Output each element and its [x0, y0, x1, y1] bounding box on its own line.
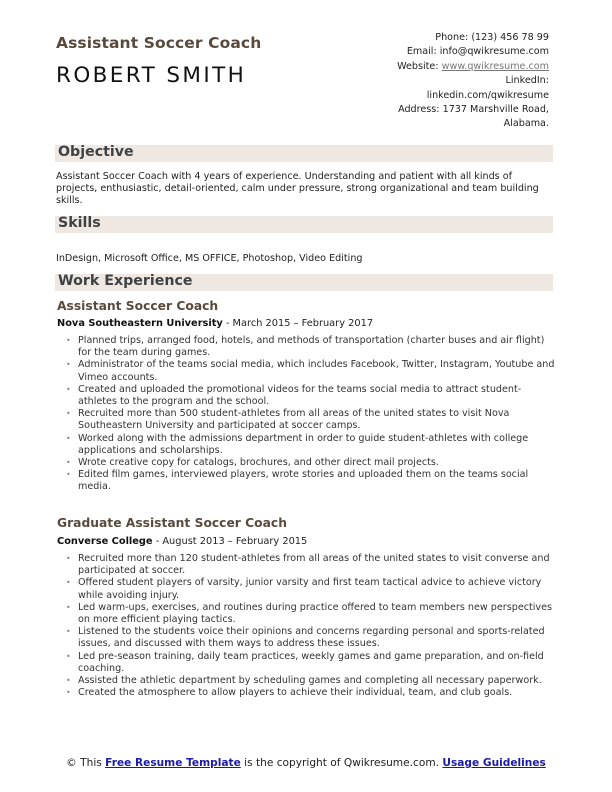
job-dates: - August 2013 – February 2015	[152, 536, 308, 547]
list-item: • Led pre-season training, daily team practices, weekly games and game preparation, and on-field coaching.	[66, 651, 556, 675]
job-bullets	[66, 553, 556, 699]
job-employer-line	[57, 318, 373, 329]
list-item: • Created and uploaded the promotional videos for the teams social media to attract student-athletes to the program and the school.	[66, 384, 556, 408]
section-work-header	[55, 274, 553, 291]
job-title: Assistant Soccer Coach	[57, 299, 219, 313]
contact-email: Email: info@qwikresume.com	[406, 46, 549, 58]
job-employer-line	[57, 536, 307, 547]
contact-address-line2: Alabama.	[503, 118, 549, 130]
job-bullets	[66, 335, 556, 494]
list-item: • Led warm-ups, exercises, and routines during practice offered to team members new perspectives on more efficient playing tactics.	[66, 602, 556, 626]
list-item: • Offered student players of varsity, junior varsity and first team tactical advice to achieve victory while avoiding injury.	[66, 577, 556, 601]
contact-address: Address: 1737 Marshville Road,	[398, 104, 549, 116]
list-item: • Edited film games, interviewed players, wrote stories and uploaded them on the teams social media.	[66, 469, 556, 493]
list-item: • Planned trips, arranged food, hotels, and methods of transportation (charter buses and air flight) for the team during games.	[66, 335, 556, 359]
list-item: • Worked along with the admissions department in order to guide student-athletes with college applications and scholarships.	[66, 433, 556, 457]
candidate-name: ROBERT SMITH	[56, 63, 247, 88]
job-title: Graduate Assistant Soccer Coach	[57, 516, 287, 530]
skills-text: InDesign, Microsoft Office, MS OFFICE, Photoshop, Video Editing	[56, 253, 363, 264]
contact-linkedin-label: LinkedIn:	[505, 75, 549, 87]
list-item: • Wrote creative copy for catalogs, brochures, and other direct mail projects.	[66, 457, 556, 469]
section-objective-header	[55, 145, 553, 162]
copyright-footer: © This Free Resume Template is the copyright of Qwikresume.com. Usage Guidelines	[66, 757, 546, 769]
list-item: • Created the atmosphere to allow players to achieve their individual, team, and club goals.	[66, 687, 556, 699]
objective-text: Assistant Soccer Coach with 4 years of experience. Understanding and patient with all kinds of projects, enthusiastic, detail-oriented, calm under pressure, strong organizational and team building skills.	[56, 171, 539, 206]
contact-website: Website: www.qwikresume.com	[397, 60, 549, 72]
list-item: • Recruited more than 500 student-athletes from all areas of the united states to visit Nova Southeastern University and participated at soccer camps.	[66, 408, 556, 432]
employer-name: Nova Southeastern University	[57, 318, 223, 329]
section-skills-header	[55, 216, 553, 233]
section-title: Skills	[58, 215, 101, 231]
employer-name: Converse College	[57, 536, 153, 547]
list-item: • Listened to the students voice their opinions and concerns regarding personal and sports-related issues, and discussed with them ways to address these issues.	[66, 626, 556, 650]
list-item: • Assisted the athletic department by scheduling games and completing all necessary paperwork.	[66, 675, 556, 687]
job-dates: - March 2015 – February 2017	[222, 318, 374, 329]
header-job-title: Assistant Soccer Coach	[56, 34, 262, 52]
contact-block	[349, 31, 549, 132]
list-item: • Administrator of the teams social media, which includes Facebook, Twitter, Instagram, Youtube and Vimeo accounts.	[66, 359, 556, 383]
section-title: Work Experience	[58, 273, 193, 289]
contact-linkedin: linkedin.com/qwikresume	[426, 89, 549, 101]
free-resume-template-link[interactable]: Free Resume Template	[105, 757, 241, 769]
usage-guidelines-link[interactable]: Usage Guidelines	[442, 757, 546, 769]
section-title: Objective	[58, 144, 134, 160]
website-link[interactable]: www.qwikresume.com	[441, 60, 549, 72]
list-item: • Recruited more than 120 student-athletes from all areas of the united states to visit converse and participated at soccer.	[66, 553, 556, 577]
contact-phone: Phone: (123) 456 78 99	[435, 32, 549, 43]
